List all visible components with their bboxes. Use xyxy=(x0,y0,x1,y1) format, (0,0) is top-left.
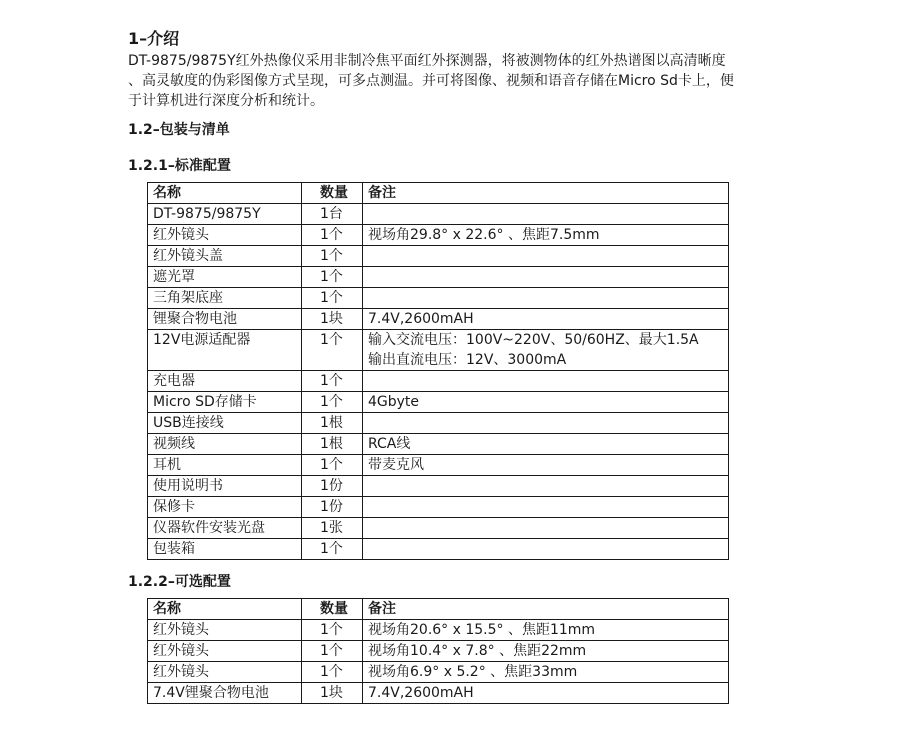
cell-qty: 1份 xyxy=(302,476,363,497)
note-line: 输入交流电压：100V~220V、50/60HZ、最大1.5A xyxy=(368,332,699,348)
cell-name: 红外镜头 xyxy=(148,641,302,662)
cell-note xyxy=(363,518,729,539)
table-row xyxy=(148,476,729,497)
table-row xyxy=(148,683,729,704)
cell-name: 耳机 xyxy=(148,455,302,476)
header-name: 名称 xyxy=(148,183,302,204)
intro-line: 于计算机进行深度分析和统计。 xyxy=(128,93,324,109)
note-line: 视场角10.4° x 7.8° 、焦距22mm xyxy=(368,643,587,659)
section-heading-optional-config: 1.2.2–可选配置 xyxy=(128,574,231,590)
standard-table-body xyxy=(148,204,729,560)
cell-name: 红外镜头 xyxy=(148,662,302,683)
table-row xyxy=(148,497,729,518)
cell-name: 使用说明书 xyxy=(148,476,302,497)
note-line: 7.4V,2600mAH xyxy=(368,311,474,327)
table-row xyxy=(148,330,729,371)
cell-qty: 1个 xyxy=(302,662,363,683)
cell-qty: 1块 xyxy=(302,683,363,704)
cell-note xyxy=(363,641,729,662)
section-heading-intro: 1–介绍 xyxy=(128,29,180,48)
header-note: 备注 xyxy=(363,599,729,620)
table-row xyxy=(148,267,729,288)
cell-qty: 1个 xyxy=(302,288,363,309)
table-row xyxy=(148,204,729,225)
cell-name: 保修卡 xyxy=(148,497,302,518)
optional-table-body xyxy=(148,620,729,704)
table-row xyxy=(148,288,729,309)
header-name: 名称 xyxy=(148,599,302,620)
table-row xyxy=(148,413,729,434)
cell-note xyxy=(363,204,729,225)
cell-qty: 1个 xyxy=(302,246,363,267)
cell-qty: 1个 xyxy=(302,267,363,288)
cell-note xyxy=(363,662,729,683)
cell-qty: 1台 xyxy=(302,204,363,225)
cell-name: 仪器软件安装光盘 xyxy=(148,518,302,539)
cell-qty: 1个 xyxy=(302,330,363,371)
cell-note xyxy=(363,246,729,267)
cell-qty: 1个 xyxy=(302,392,363,413)
note-line: 7.4V,2600mAH xyxy=(368,685,474,701)
cell-note xyxy=(363,434,729,455)
note-line: 视场角29.8° x 22.6° 、焦距7.5mm xyxy=(368,227,600,243)
table-header-row xyxy=(148,599,729,620)
cell-name: 视频线 xyxy=(148,434,302,455)
cell-note xyxy=(363,539,729,560)
cell-qty: 1个 xyxy=(302,455,363,476)
table-row xyxy=(148,455,729,476)
cell-note xyxy=(363,330,729,371)
cell-name: 红外镜头 xyxy=(148,225,302,246)
note-line: 4Gbyte xyxy=(368,394,420,410)
cell-name: 遮光罩 xyxy=(148,267,302,288)
note-line: 视场角20.6° x 15.5° 、焦距11mm xyxy=(368,622,596,638)
intro-line: DT-9875/9875Y红外热像仪采用非制冷焦平面红外探测器，将被测物体的红外热谱图以高清晰度 xyxy=(128,53,726,69)
cell-qty: 1个 xyxy=(302,539,363,560)
note-line: 带麦克风 xyxy=(368,457,424,473)
table-row xyxy=(148,246,729,267)
cell-name: DT-9875/9875Y xyxy=(148,204,302,225)
cell-note xyxy=(363,225,729,246)
cell-qty: 1个 xyxy=(302,225,363,246)
cell-name: 红外镜头 xyxy=(148,620,302,641)
note-line: 视场角6.9° x 5.2° 、焦距33mm xyxy=(368,664,578,680)
table-row xyxy=(148,539,729,560)
cell-name: 12V电源适配器 xyxy=(148,330,302,371)
cell-note xyxy=(363,288,729,309)
cell-note xyxy=(363,267,729,288)
cell-note xyxy=(363,683,729,704)
cell-name: 包装箱 xyxy=(148,539,302,560)
table-row xyxy=(148,620,729,641)
header-qty: 数量 xyxy=(302,183,363,204)
note-line: RCA线 xyxy=(368,436,411,452)
cell-name: 锂聚合物电池 xyxy=(148,309,302,330)
cell-name: 三角架底座 xyxy=(148,288,302,309)
table-row xyxy=(148,434,729,455)
table-row xyxy=(148,641,729,662)
cell-name: 充电器 xyxy=(148,371,302,392)
cell-qty: 1根 xyxy=(302,413,363,434)
table-row xyxy=(148,662,729,683)
cell-qty: 1个 xyxy=(302,641,363,662)
table-row xyxy=(148,392,729,413)
section-heading-standard-config: 1.2.1–标准配置 xyxy=(128,158,231,174)
cell-qty: 1块 xyxy=(302,309,363,330)
cell-name: 7.4V锂聚合物电池 xyxy=(148,683,302,704)
table-header-row xyxy=(148,183,729,204)
cell-name: 红外镜头盖 xyxy=(148,246,302,267)
cell-name: Micro SD存储卡 xyxy=(148,392,302,413)
cell-qty: 1张 xyxy=(302,518,363,539)
note-line: 输出直流电压：12V、3000mA xyxy=(368,352,567,368)
optional-config-table xyxy=(147,598,729,704)
cell-name: USB连接线 xyxy=(148,413,302,434)
cell-qty: 1根 xyxy=(302,434,363,455)
section-heading-packing-list: 1.2–包装与清单 xyxy=(128,122,230,138)
table-row xyxy=(148,309,729,330)
header-qty: 数量 xyxy=(302,599,363,620)
table-row xyxy=(148,225,729,246)
cell-note xyxy=(363,455,729,476)
cell-qty: 1个 xyxy=(302,371,363,392)
cell-note xyxy=(363,497,729,518)
cell-note xyxy=(363,476,729,497)
header-note: 备注 xyxy=(363,183,729,204)
table-row xyxy=(148,518,729,539)
cell-qty: 1个 xyxy=(302,620,363,641)
cell-note xyxy=(363,413,729,434)
cell-note xyxy=(363,392,729,413)
intro-line: 、高灵敏度的伪彩图像方式呈现，可多点测温。并可将图像、视频和语音存储在Micro Sd卡上，便 xyxy=(128,73,734,89)
cell-note xyxy=(363,371,729,392)
intro-paragraph xyxy=(128,51,818,111)
cell-qty: 1份 xyxy=(302,497,363,518)
cell-note xyxy=(363,309,729,330)
table-row xyxy=(148,371,729,392)
cell-note xyxy=(363,620,729,641)
standard-config-table xyxy=(147,182,729,560)
